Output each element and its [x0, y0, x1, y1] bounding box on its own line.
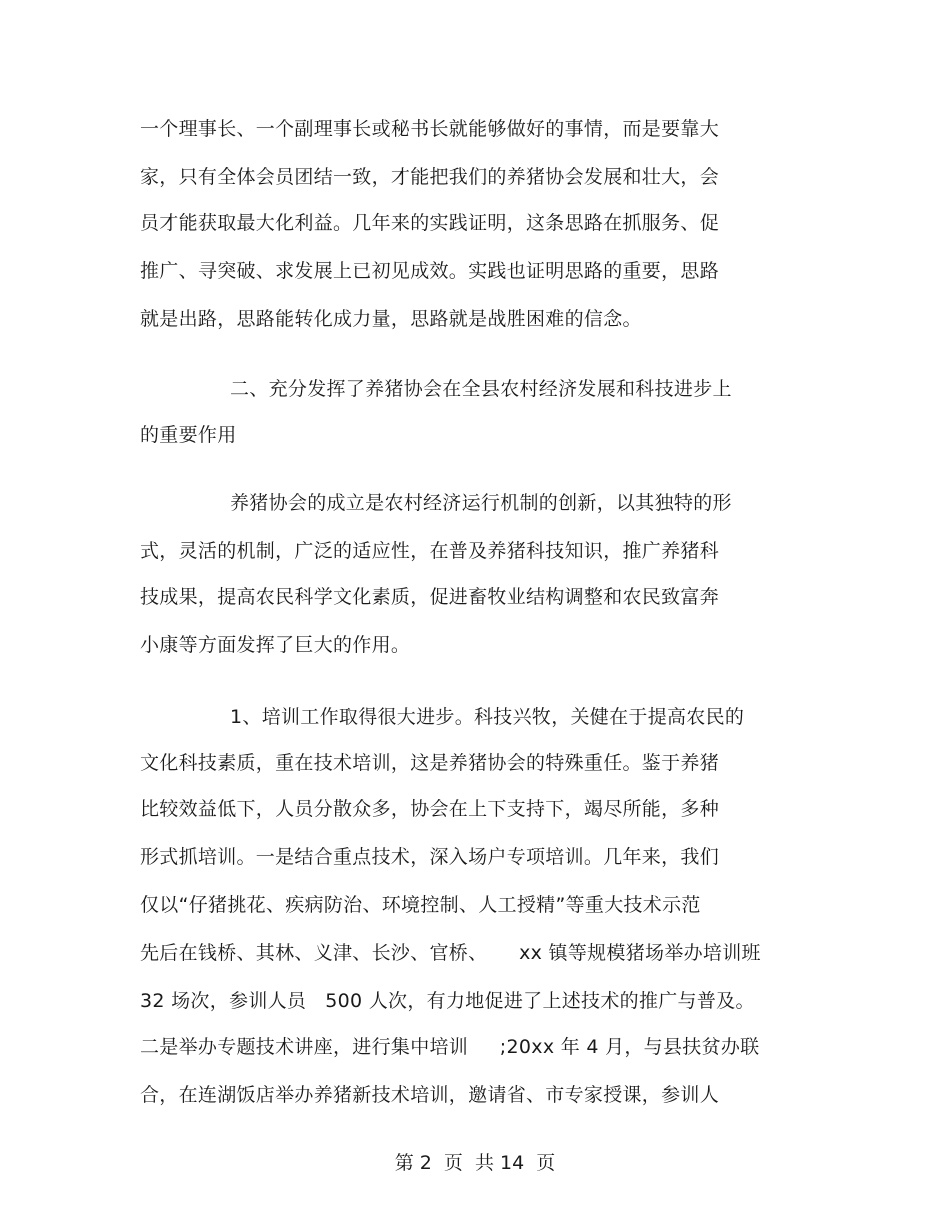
p3-line-3: 技成果，提高农民科学文化素质，促进畜牧业结构调整和农民致富奔: [140, 586, 720, 608]
p1-line-2: 家，只有全体会员团结一致，才能把我们的养猪协会发展和壮大，会: [140, 166, 720, 188]
p3-line-4: 小康等方面发挥了巨大的作用。: [140, 634, 411, 656]
p4-line-6: 先后在钱桥、其林、义津、长沙、官桥、 xx 镇等规模猪场举办培训班: [140, 942, 761, 964]
p4-line-8: 二是举办专题技术讲座，进行集中培训 ;20xx 年 4 月，与县扶贫办联: [140, 1036, 760, 1058]
p1-line-4: 推广、寻突破、求发展上已初见成效。实践也证明思路的重要，思路: [140, 260, 720, 282]
page-number-footer: 第 2 页 共 14 页: [394, 1152, 556, 1174]
section-heading-line-1: 二、充分发挥了养猪协会在全县农村经济发展和科技进步上: [230, 378, 732, 400]
p4-line-4: 形式抓培训。一是结合重点技术，深入场户专项培训。几年来，我们: [140, 846, 720, 868]
p4-line-1: 1、培训工作取得很大进步。科技兴牧，关健在于提高农民的: [230, 706, 745, 728]
p4-line-3: 比较效益低下，人员分散众多，协会在上下支持下，竭尽所能，多种: [140, 798, 720, 820]
p4-line-9: 合，在连湖饭店举办养猪新技术培训，邀请省、市专家授课，参训人: [140, 1084, 720, 1106]
p1-line-3: 员才能获取最大化利益。几年来的实践证明，这条思路在抓服务、促: [140, 212, 720, 234]
p3-line-2: 式，灵活的机制，广泛的适应性，在普及养猪科技知识，推广养猪科: [140, 540, 720, 562]
p4-line-5: 仅以“仔猪挑花、疾病防治、环境控制、人工授精”等重大技术示范: [140, 894, 701, 916]
p1-line-1: 一个理事长、一个副理事长或秘书长就能够做好的事情，而是要靠大: [140, 118, 720, 140]
section-heading-line-2: 的重要作用: [140, 424, 237, 446]
p4-line-2: 文化科技素质，重在技术培训，这是养猪协会的特殊重任。鉴于养猪: [140, 752, 720, 774]
p1-line-5: 就是出路，思路能转化成力量，思路就是战胜困难的信念。: [140, 308, 642, 330]
p3-line-1: 养猪协会的成立是农村经济运行机制的创新，以其独特的形: [230, 492, 732, 514]
p4-line-7: 32 场次，参训人员 500 人次，有力地促进了上述技术的推广与普及。: [140, 990, 755, 1012]
